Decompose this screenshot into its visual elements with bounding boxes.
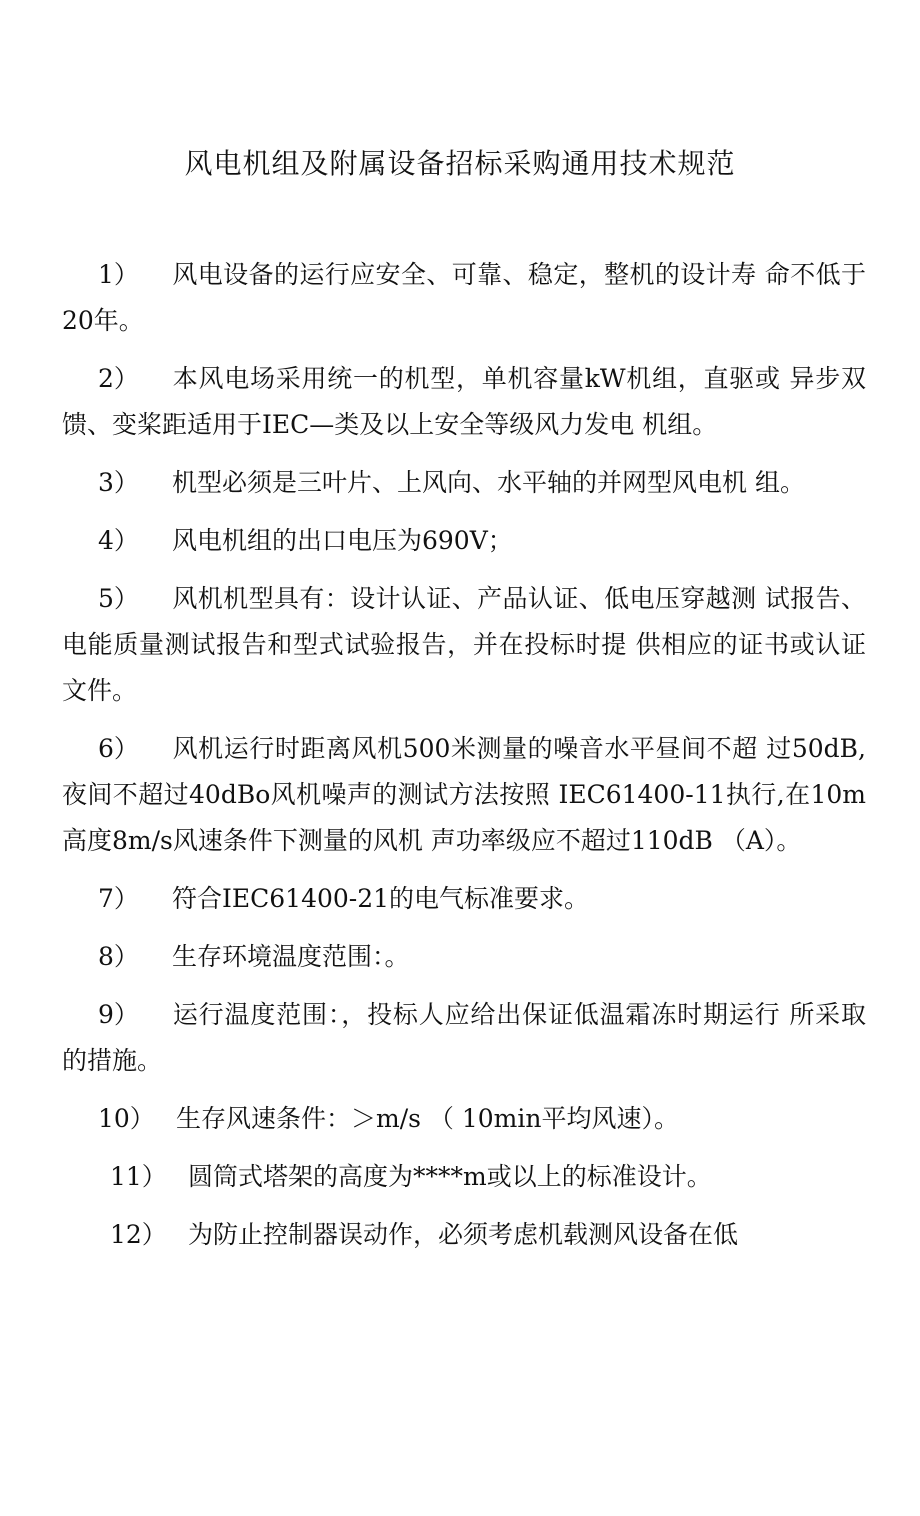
item-text: 风机机型具有：设计认证、产品认证、低电压穿越测 试报告、电能质量测试报告和型式试验报告，并在投标时提 供相应的证书或认证文件。 [62,584,866,705]
list-item [62,356,866,448]
item-text: 风电设备的运行应安全、可靠、稳定，整机的设计寿 命不低于20年。 [62,260,866,335]
list-item [62,876,866,922]
item-text: 风电机组的出口电压为690V； [172,526,513,555]
item-text: 为防止控制器误动作，必须考虑机载测风设备在低 [188,1220,739,1249]
list-item [62,252,866,344]
list-item [62,992,866,1084]
item-number: 11） [110,1162,167,1191]
item-number: 4） [98,526,139,555]
item-text: 本风电场采用统一的机型，单机容量kW机组，直驱或 异步双馈、变桨距适用于IEC—类及以上安全等级风力发电 机组。 [62,364,866,439]
list-item [62,460,866,506]
item-number: 2） [98,364,139,393]
list-item [62,518,866,564]
item-text: 圆筒式塔架的高度为****m或以上的标准设计。 [188,1162,712,1191]
item-text: 符合IEC61400-21的电气标准要求。 [172,884,590,913]
list-item [62,1212,866,1258]
item-number: 8） [98,942,139,971]
item-number: 5） [98,584,139,613]
list-item [62,726,866,864]
list-item [62,576,866,714]
item-number: 3） [98,468,139,497]
list-item [62,934,866,980]
list-item [62,1096,866,1142]
item-number: 12） [110,1220,167,1249]
item-number: 1） [98,260,139,289]
item-text: 机型必须是三叶片、上风向、水平轴的并网型风电机 组。 [172,468,805,497]
item-number: 6） [98,734,139,763]
item-number: 10） [98,1104,155,1133]
item-number: 9） [98,1000,139,1029]
item-text: 风机运行时距离风机500米测量的噪音水平昼间不超 过50dB,夜间不超过40dBo风机噪声的测试方法按照 IEC61400-11执行,在10m高度8m/s风速条件下测量的风机 声功率级应不超过110dB （A）。 [62,734,866,855]
item-text: 运行温度范围：，投标人应给出保证低温霜冻时期运行 所采取的措施。 [62,1000,866,1075]
item-text: 生存环境温度范围：。 [172,942,410,971]
item-text: 生存风速条件：＞m/s （ 10min平均风速）。 [176,1104,679,1133]
document-body [62,252,866,1270]
item-number: 7） [98,884,139,913]
document-title: 风电机组及附属设备招标采购通用技术规范 [184,147,736,180]
list-item [62,1154,866,1200]
